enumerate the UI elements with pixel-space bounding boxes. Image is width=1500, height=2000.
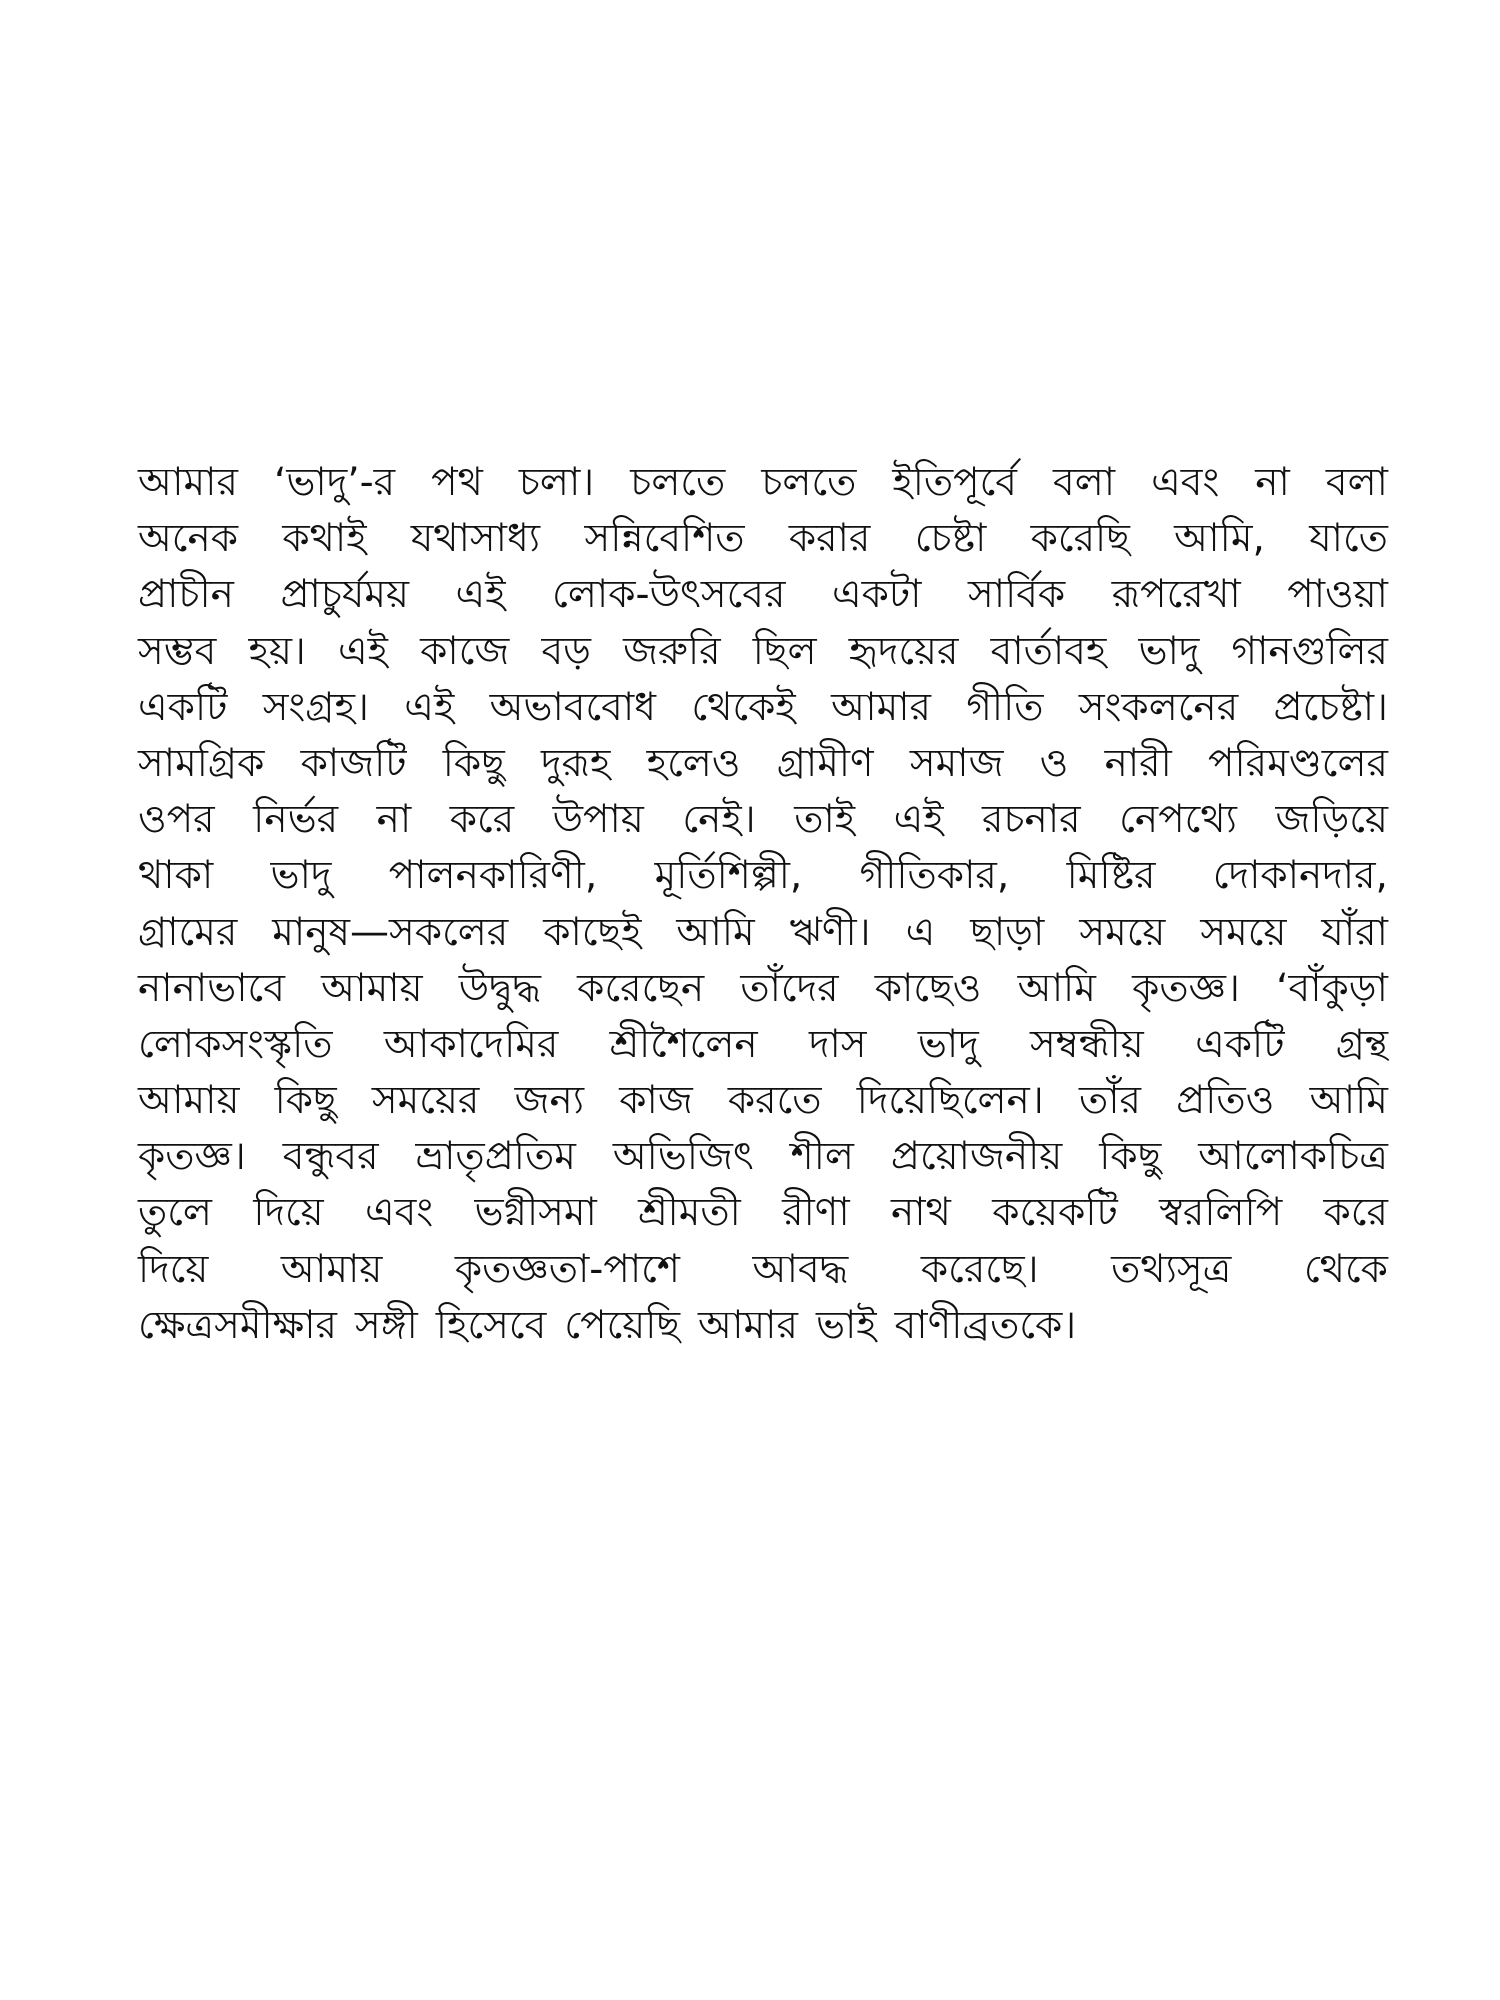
word: কৃতজ্ঞতা-পাশে bbox=[454, 1246, 680, 1292]
word: কাজ bbox=[619, 1078, 693, 1124]
word: ভাই bbox=[815, 1302, 877, 1348]
word: একটা bbox=[831, 572, 922, 618]
word: তুলে bbox=[138, 1190, 212, 1236]
acknowledgement-paragraph bbox=[138, 455, 1388, 1354]
word: আমার bbox=[831, 684, 931, 730]
word: আমায় bbox=[280, 1246, 383, 1292]
word: এই bbox=[404, 684, 455, 730]
word: নানাভাবে bbox=[138, 965, 285, 1011]
word: অনেক bbox=[138, 516, 239, 562]
word: জরুরি bbox=[623, 628, 721, 674]
word: বড় bbox=[541, 628, 591, 674]
word: প্রাচুর্যময় bbox=[280, 572, 410, 618]
word: দাস bbox=[809, 1021, 867, 1067]
word: উদ্বুদ্ধ bbox=[458, 965, 541, 1011]
word: বন্ধুবর bbox=[282, 1134, 379, 1180]
word: জন্য bbox=[514, 1078, 585, 1124]
word: করেছে। bbox=[920, 1246, 1039, 1292]
text-line bbox=[138, 736, 1388, 792]
word: সময়ে bbox=[1079, 909, 1166, 955]
word: হৃদয়ের bbox=[848, 628, 959, 674]
word: করে bbox=[1323, 1190, 1388, 1236]
word: সম্ভব bbox=[138, 628, 217, 674]
word: লোকসংস্কৃতি bbox=[138, 1021, 333, 1067]
word: মানুষ—সকলের bbox=[272, 909, 509, 955]
word: কয়েকটি bbox=[992, 1190, 1118, 1236]
word: থেকেই bbox=[691, 684, 796, 730]
text-line bbox=[138, 455, 1388, 511]
word: যাতে bbox=[1309, 516, 1388, 562]
text-line bbox=[138, 567, 1388, 623]
word: প্রতিও bbox=[1176, 1078, 1275, 1124]
word: পালনকারিণী, bbox=[388, 853, 598, 899]
word: সার্বিক bbox=[968, 572, 1066, 618]
word: আমায় bbox=[138, 1078, 240, 1124]
word: হলেও bbox=[646, 740, 741, 786]
word: ওপর bbox=[138, 797, 215, 843]
word: করেছেন bbox=[577, 965, 705, 1011]
word: না bbox=[1255, 460, 1290, 505]
word: তাই bbox=[794, 797, 856, 843]
text-line bbox=[138, 792, 1388, 848]
text-line bbox=[138, 1017, 1388, 1073]
word: মূর্তিশিল্পী, bbox=[654, 853, 803, 899]
word: প্রয়োজনীয় bbox=[890, 1134, 1063, 1180]
word: বলা bbox=[1052, 460, 1116, 505]
word: কৃতজ্ঞ। bbox=[1132, 965, 1240, 1011]
word: ভাদু bbox=[917, 1021, 979, 1067]
word: শ্রীমতী bbox=[638, 1190, 741, 1236]
word: তাঁর bbox=[1078, 1078, 1141, 1124]
text-line bbox=[138, 1298, 1388, 1354]
word: জড়িয়ে bbox=[1275, 797, 1388, 843]
word: পেয়েছি bbox=[564, 1302, 681, 1348]
word: ‘বাঁকুড়া bbox=[1276, 965, 1388, 1011]
word: পাওয়া bbox=[1287, 572, 1388, 618]
word: লোক-উৎসবের bbox=[552, 572, 786, 618]
word: রূপরেখা bbox=[1111, 572, 1241, 618]
word: ভগ্নীসমা bbox=[474, 1190, 597, 1236]
word: মিষ্টির bbox=[1066, 853, 1156, 899]
word: গ্রন্থ bbox=[1335, 1021, 1388, 1067]
word: আলোকচিত্র bbox=[1198, 1134, 1388, 1180]
word: বার্তাবহ bbox=[990, 628, 1107, 674]
word: সংগ্রহ। bbox=[262, 684, 369, 730]
word: ঋণী। bbox=[789, 909, 871, 955]
word: করার bbox=[788, 516, 871, 562]
word: স্বরলিপি bbox=[1159, 1190, 1283, 1236]
word: ভাদু bbox=[1138, 628, 1200, 674]
word: সময়ের bbox=[371, 1078, 480, 1124]
word: ও bbox=[1039, 740, 1069, 786]
word: সন্নিবেশিত bbox=[584, 516, 745, 562]
word: বাণীব্রতকে। bbox=[894, 1302, 1077, 1348]
word: আমার bbox=[138, 460, 238, 505]
word: সময়ে bbox=[1200, 909, 1287, 955]
word: কাছেই bbox=[543, 909, 642, 955]
word: এ bbox=[905, 909, 936, 955]
word: চেষ্টা bbox=[914, 516, 987, 562]
word: একটি bbox=[1195, 1021, 1285, 1067]
word: তাঁদের bbox=[740, 965, 839, 1011]
word: নারী bbox=[1104, 740, 1172, 786]
word: এবং bbox=[1151, 460, 1220, 505]
word: গানগুলির bbox=[1231, 628, 1388, 674]
word: নেপথ্যে bbox=[1119, 797, 1237, 843]
word: এবং bbox=[364, 1190, 434, 1236]
text-line bbox=[138, 680, 1388, 736]
word: গীতিকার, bbox=[859, 853, 1010, 899]
word: সমাজ bbox=[909, 740, 1004, 786]
word: আমি bbox=[676, 909, 755, 955]
word: নেই। bbox=[682, 797, 756, 843]
word: নির্ভর bbox=[253, 797, 339, 843]
word: যথাসাধ্য bbox=[410, 516, 541, 562]
word: আমি, bbox=[1174, 516, 1265, 562]
word: কাজে bbox=[420, 628, 510, 674]
word: আমি bbox=[1309, 1078, 1388, 1124]
word: কাছেও bbox=[874, 965, 982, 1011]
word: আবদ্ধ bbox=[752, 1246, 849, 1292]
word: না bbox=[376, 797, 412, 843]
word: প্রাচীন bbox=[138, 572, 234, 618]
word: একটি bbox=[138, 684, 228, 730]
word: অভাববোধ bbox=[489, 684, 657, 730]
word: সম্বন্ধীয় bbox=[1030, 1021, 1144, 1067]
word: কাজটি bbox=[300, 740, 407, 786]
word: ভাদু bbox=[270, 853, 332, 899]
text-line bbox=[138, 624, 1388, 680]
word: দিয়ে bbox=[253, 1190, 324, 1236]
word: সঙ্গী bbox=[355, 1302, 418, 1348]
word: রচনার bbox=[982, 797, 1081, 843]
word: প্রচেষ্টা। bbox=[1273, 684, 1388, 730]
word: যাঁরা bbox=[1321, 909, 1388, 955]
word: কিছু bbox=[274, 1078, 337, 1124]
word: উপায় bbox=[552, 797, 644, 843]
text-line bbox=[138, 848, 1388, 904]
word: দোকানদার, bbox=[1212, 853, 1388, 899]
word: নাথ bbox=[891, 1190, 951, 1236]
word: ‘ভাদু’-র bbox=[273, 460, 396, 505]
word: গ্রামের bbox=[138, 909, 238, 955]
word: আকাদেমির bbox=[383, 1021, 559, 1067]
word: কথাই bbox=[282, 516, 367, 562]
word: রীণা bbox=[782, 1190, 850, 1236]
word: অভিজিৎ bbox=[612, 1134, 754, 1180]
word: তথ্যসূত্র bbox=[1111, 1246, 1232, 1292]
word: হিসেবে bbox=[435, 1302, 547, 1348]
word: পথ bbox=[431, 460, 483, 505]
word: দিয়ে bbox=[138, 1246, 209, 1292]
word: এই bbox=[455, 572, 506, 618]
word: আমি bbox=[1017, 965, 1096, 1011]
word: থেকে bbox=[1303, 1246, 1388, 1292]
word: ছিল bbox=[752, 628, 817, 674]
word: চলা। bbox=[518, 460, 595, 505]
word: কিছু bbox=[1099, 1134, 1162, 1180]
text-line bbox=[138, 1185, 1388, 1241]
word: চলতে bbox=[630, 460, 726, 505]
word: দিয়েছিলেন। bbox=[856, 1078, 1044, 1124]
word: করে bbox=[449, 797, 515, 843]
word: কৃতজ্ঞ। bbox=[138, 1134, 246, 1180]
text-line bbox=[138, 1242, 1388, 1298]
word: আমার bbox=[698, 1302, 798, 1348]
word: শীল bbox=[790, 1134, 854, 1180]
word: করতে bbox=[727, 1078, 822, 1124]
word: এই bbox=[893, 797, 944, 843]
text-line bbox=[138, 961, 1388, 1017]
word: গীতি bbox=[966, 684, 1044, 730]
text-line bbox=[138, 905, 1388, 961]
word: আমায় bbox=[321, 965, 423, 1011]
word: বলা bbox=[1325, 460, 1388, 505]
word: ছাড়া bbox=[970, 909, 1045, 955]
word: করেছি bbox=[1030, 516, 1130, 562]
word: এই bbox=[338, 628, 388, 674]
word: ক্ষেত্রসমীক্ষার bbox=[138, 1302, 338, 1348]
word: থাকা bbox=[138, 853, 214, 899]
word: কিছু bbox=[442, 740, 505, 786]
word: সামগ্রিক bbox=[138, 740, 265, 786]
word: শ্রীশৈলেন bbox=[609, 1021, 758, 1067]
word: ভ্রাতৃপ্রতিম bbox=[415, 1134, 576, 1180]
word: সংকলনের bbox=[1078, 684, 1239, 730]
word: পরিমণ্ডলের bbox=[1208, 740, 1388, 786]
text-line bbox=[138, 1073, 1388, 1129]
word: চলতে bbox=[761, 460, 857, 505]
word: হয়। bbox=[248, 628, 306, 674]
word: গ্রামীণ bbox=[776, 740, 874, 786]
text-line bbox=[138, 1129, 1388, 1185]
word: দুরূহ bbox=[540, 740, 611, 786]
text-line bbox=[138, 511, 1388, 567]
word: ইতিপূর্বে bbox=[892, 460, 1017, 505]
